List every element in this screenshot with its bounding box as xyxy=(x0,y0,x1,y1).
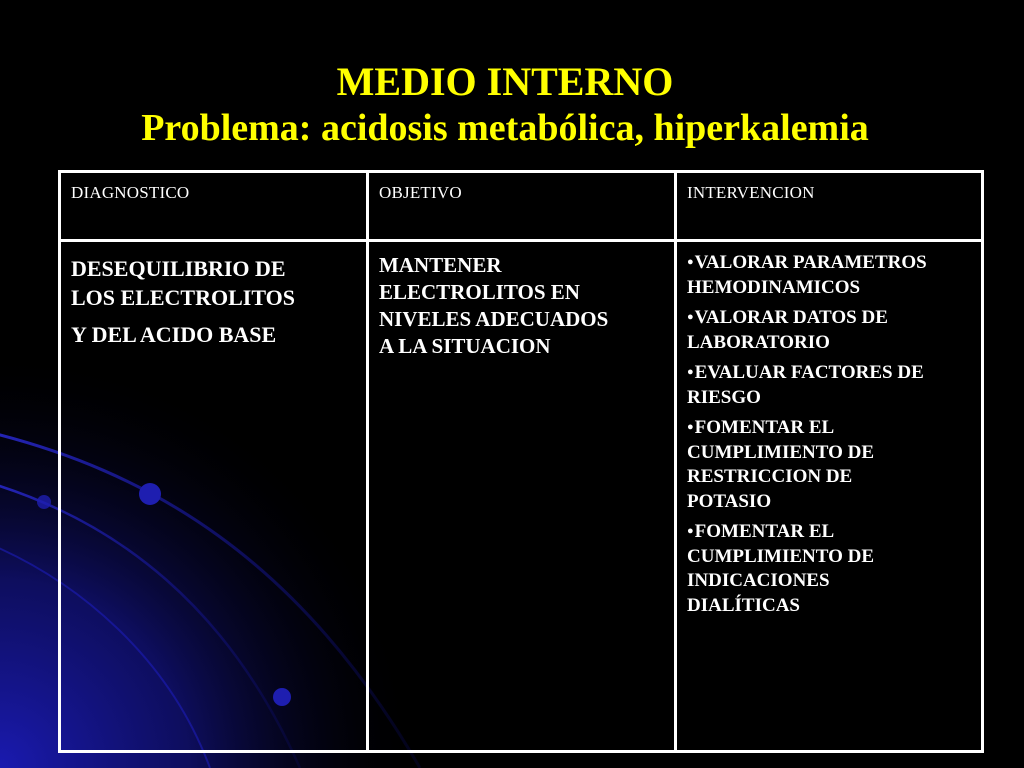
cell-objetivo xyxy=(368,241,676,752)
intervencion-line: VALORAR DATOS DE xyxy=(694,307,888,328)
table-row xyxy=(60,241,983,752)
list-item xyxy=(687,250,977,300)
bullet-icon: ● xyxy=(687,525,694,537)
header-intervencion: INTERVENCION xyxy=(676,172,983,241)
diagnostico-line: DESEQUILIBRIO DE xyxy=(71,256,286,281)
bullet-icon: ● xyxy=(687,421,694,433)
intervencion-line: POTASIO xyxy=(687,490,772,512)
bullet-icon: ● xyxy=(687,256,694,268)
list-item xyxy=(687,305,977,355)
intervencion-line: CUMPLIMIENTO DE xyxy=(687,545,875,567)
header-diagnostico: DIAGNOSTICO xyxy=(60,172,368,241)
intervencion-line: LABORATORIO xyxy=(687,331,830,353)
intervencion-line: FOMENTAR EL xyxy=(694,521,835,542)
intervencion-list xyxy=(677,242,981,618)
intervencion-line: INDICACIONES xyxy=(687,570,830,591)
intervencion-line: CUMPLIMIENTO DE xyxy=(687,441,875,463)
cell-diagnostico xyxy=(60,241,368,752)
intervencion-line: FOMENTAR EL xyxy=(694,417,835,438)
header-objetivo: OBJETIVO xyxy=(368,172,676,241)
title-main: MEDIO INTERNO xyxy=(336,59,674,104)
table-header-row xyxy=(60,172,983,241)
cell-intervencion xyxy=(676,241,983,752)
intervencion-line: RIESGO xyxy=(687,386,761,408)
diagnostico-line: Y DEL ACIDO BASE xyxy=(71,322,277,347)
objetivo-line: ELECTROLITOS EN xyxy=(379,280,580,304)
decor-dot xyxy=(37,495,51,509)
intervencion-line: DIALÍTICAS xyxy=(687,594,800,616)
objetivo-line: A LA SITUACION xyxy=(379,334,551,358)
intervencion-line: HEMODINAMICOS xyxy=(687,276,861,298)
diagnostico-line: LOS ELECTROLITOS xyxy=(71,285,295,310)
bullet-icon: ● xyxy=(687,366,694,378)
list-item xyxy=(687,415,977,514)
list-item xyxy=(687,519,977,618)
intervencion-line: VALORAR PARAMETROS xyxy=(694,252,927,273)
intervencion-line: RESTRICCION DE xyxy=(687,466,853,487)
care-plan-table xyxy=(58,170,984,753)
list-item xyxy=(687,360,977,410)
slide-title xyxy=(0,58,1010,152)
objetivo-line: NIVELES ADECUADOS xyxy=(379,307,609,331)
objetivo-line: MANTENER xyxy=(379,253,502,277)
intervencion-line: EVALUAR FACTORES DE xyxy=(694,362,924,383)
title-subtitle: Problema: acidosis metabólica, hiperkalemia xyxy=(141,107,869,149)
bullet-icon: ● xyxy=(687,311,694,323)
